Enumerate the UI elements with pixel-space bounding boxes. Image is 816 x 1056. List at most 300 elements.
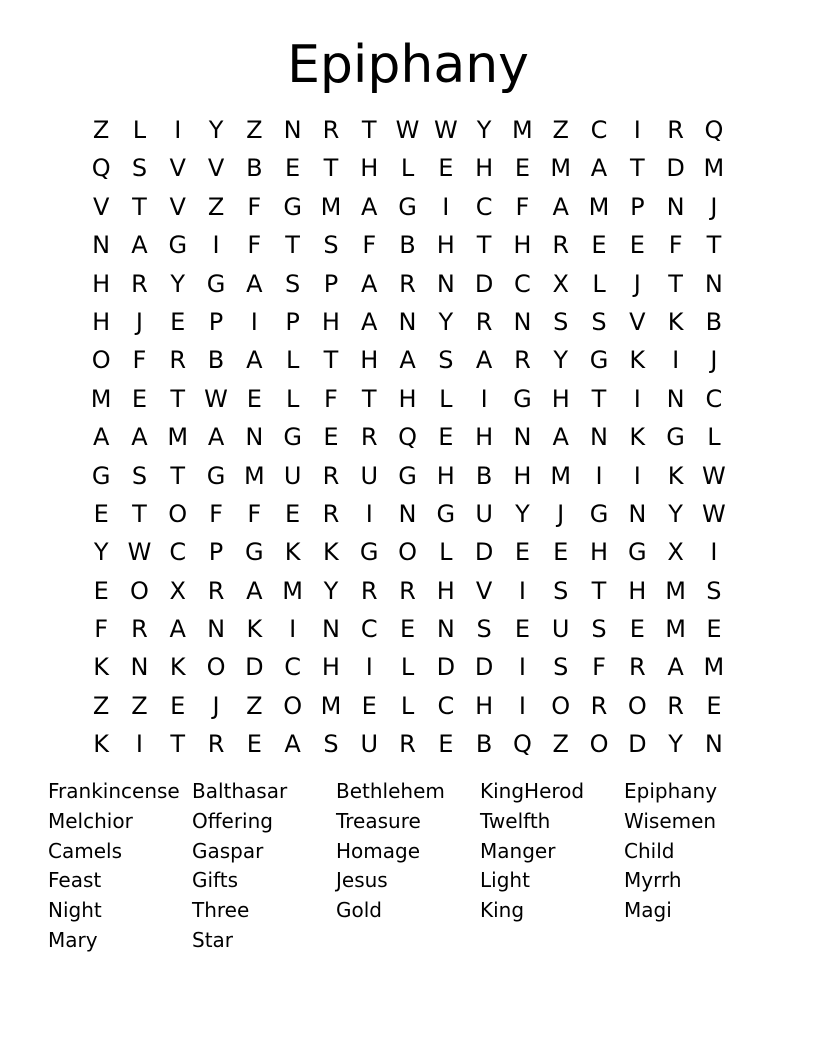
- grid-letter: L: [439, 538, 453, 567]
- grid-letter: A: [667, 653, 684, 682]
- grid-letter: E: [170, 307, 186, 336]
- grid-letter: E: [323, 423, 339, 452]
- grid-letter: I: [174, 116, 182, 144]
- grid-letter: T: [361, 116, 377, 144]
- grid-letter: O: [283, 691, 303, 720]
- grid-letter: J: [557, 499, 565, 528]
- grid-letter: R: [667, 691, 684, 720]
- grid-letter: J: [135, 307, 143, 336]
- page-title: Epiphany: [287, 35, 529, 95]
- grid-letter: R: [360, 576, 378, 605]
- grid-letter: R: [552, 231, 570, 260]
- grid-letter: H: [513, 461, 532, 490]
- grid-letter: E: [629, 231, 645, 260]
- grid-letter: R: [131, 269, 148, 298]
- grid-letter: K: [629, 423, 646, 452]
- grid-letter: E: [131, 384, 148, 413]
- grid-letter: N: [704, 730, 723, 759]
- grid-letter: R: [399, 730, 416, 759]
- grid-letter: G: [168, 231, 188, 260]
- grid-letter: E: [514, 615, 530, 644]
- grid-letter: E: [629, 615, 645, 644]
- grid-letter: E: [246, 384, 262, 413]
- grid-letter: H: [92, 269, 111, 298]
- grid-letter: C: [284, 653, 302, 682]
- grid-letter: I: [135, 730, 143, 759]
- grid-letter: B: [207, 346, 225, 375]
- grid-letter: E: [285, 499, 301, 528]
- grid-letter: S: [131, 461, 148, 490]
- word-list-item: Balthasar: [192, 779, 288, 803]
- grid-letter: A: [246, 346, 263, 375]
- grid-letter: N: [398, 307, 417, 336]
- grid-letter: G: [206, 269, 226, 298]
- word-list-item: Frankincense: [48, 779, 180, 803]
- grid-letter: G: [589, 499, 609, 528]
- grid-letter: A: [590, 154, 608, 183]
- grid-letter: T: [706, 231, 722, 260]
- word-list-item: Camels: [48, 838, 122, 863]
- grid-letter: E: [170, 691, 186, 720]
- grid-letter: Z: [92, 116, 110, 144]
- grid-letter: S: [323, 231, 339, 260]
- grid-letter: I: [518, 691, 526, 720]
- grid-letter: I: [633, 384, 641, 413]
- grid-letter: N: [436, 269, 455, 298]
- grid-letter: H: [321, 307, 340, 336]
- grid-letter: B: [475, 730, 493, 759]
- word-list-item: Night: [48, 898, 102, 923]
- grid-letter: T: [285, 231, 300, 260]
- grid-letter: F: [94, 615, 109, 644]
- grid-letter: F: [362, 231, 377, 260]
- grid-letter: S: [706, 576, 722, 605]
- word-list-item: Melchior: [48, 808, 133, 833]
- grid-letter: G: [283, 423, 302, 452]
- grid-letter: Y: [476, 116, 492, 144]
- grid-letter: S: [438, 346, 454, 375]
- grid-letter: N: [283, 116, 302, 144]
- word-list-item: Gaspar: [192, 838, 264, 863]
- grid-letter: M: [588, 192, 610, 221]
- grid-letter: R: [322, 461, 340, 490]
- grid-letter: M: [703, 154, 725, 183]
- grid-letter: B: [475, 461, 493, 490]
- grid-letter: H: [436, 461, 455, 490]
- grid-letter: G: [398, 192, 417, 221]
- grid-letter: W: [433, 116, 458, 144]
- grid-letter: G: [436, 499, 456, 528]
- grid-letter: H: [513, 231, 532, 260]
- grid-letter: S: [591, 307, 607, 336]
- grid-letter: J: [633, 269, 641, 298]
- grid-letter: E: [438, 154, 454, 183]
- grid-letter: O: [168, 499, 188, 528]
- grid-letter: W: [127, 538, 152, 567]
- grid-letter: T: [170, 730, 186, 759]
- grid-letter: M: [320, 691, 342, 720]
- grid-letter: F: [668, 231, 683, 260]
- grid-letter: O: [627, 691, 647, 720]
- word-list-item: Offering: [192, 808, 273, 833]
- grid-letter: C: [360, 615, 378, 644]
- grid-letter: I: [595, 461, 603, 490]
- grid-letter: N: [513, 423, 532, 452]
- grid-letter: L: [400, 691, 415, 720]
- grid-letter: U: [475, 499, 493, 528]
- grid-letter: F: [247, 499, 262, 528]
- grid-letter: R: [207, 576, 225, 605]
- grid-letter: K: [323, 538, 339, 567]
- grid-letter: I: [518, 576, 526, 605]
- grid-letter: L: [285, 346, 300, 375]
- grid-letter: K: [667, 461, 684, 490]
- grid-letter: Z: [131, 691, 148, 720]
- grid-letter: P: [285, 307, 300, 336]
- grid-letter: R: [514, 346, 531, 375]
- word-list-item: Homage: [336, 838, 421, 863]
- grid-letter: E: [438, 730, 454, 759]
- grid-letter: A: [169, 615, 186, 644]
- grid-letter: Z: [552, 116, 569, 144]
- word-list-item: Manger: [480, 838, 556, 863]
- grid-letter: S: [476, 615, 492, 644]
- grid-letter: B: [705, 307, 723, 336]
- grid-letter: I: [250, 307, 258, 336]
- grid-letter: Z: [92, 691, 110, 720]
- grid-letter: M: [550, 461, 572, 490]
- grid-letter: G: [245, 538, 264, 567]
- grid-letter: A: [284, 730, 301, 759]
- grid-letter: C: [169, 538, 187, 567]
- grid-letter: K: [284, 538, 301, 567]
- grid-letter: S: [553, 653, 569, 682]
- grid-letter: I: [289, 615, 297, 644]
- grid-letter: J: [212, 691, 220, 720]
- word-list-item: KingHerod: [480, 779, 585, 803]
- grid-letter: N: [436, 615, 455, 644]
- grid-letter: N: [628, 499, 647, 528]
- grid-letter: A: [246, 269, 263, 298]
- grid-letter: D: [474, 269, 494, 298]
- grid-letter: E: [514, 538, 530, 567]
- grid-letter: H: [628, 576, 647, 605]
- word-list-item: Gifts: [192, 868, 239, 893]
- grid-letter: V: [475, 576, 493, 605]
- grid-letter: N: [207, 615, 226, 644]
- grid-letter: I: [365, 653, 373, 682]
- grid-letter: A: [361, 192, 378, 221]
- grid-letter: W: [395, 116, 420, 144]
- grid-letter: Y: [170, 269, 186, 298]
- grid-letter: A: [207, 423, 225, 452]
- grid-letter: F: [132, 346, 147, 375]
- grid-letter: G: [283, 192, 302, 221]
- grid-letter: R: [628, 653, 646, 682]
- grid-letter: R: [667, 116, 684, 144]
- grid-letter: Q: [704, 116, 724, 144]
- grid-letter: A: [92, 423, 110, 452]
- grid-letter: W: [702, 461, 726, 490]
- grid-letter: I: [672, 346, 680, 375]
- grid-letter: Y: [93, 538, 109, 567]
- grid-letter: Y: [553, 346, 569, 375]
- grid-letter: R: [399, 576, 416, 605]
- grid-letter: G: [91, 461, 111, 490]
- grid-letter: D: [666, 154, 685, 183]
- grid-letter: A: [361, 307, 378, 336]
- grid-letter: M: [512, 116, 533, 144]
- grid-letter: Q: [398, 423, 417, 452]
- grid-letter: Y: [208, 116, 224, 144]
- grid-letter: N: [92, 231, 111, 260]
- grid-letter: G: [206, 461, 226, 490]
- grid-letter: E: [399, 615, 416, 644]
- grid-letter: E: [706, 615, 722, 644]
- grid-letter: I: [442, 192, 450, 221]
- grid-letter: A: [246, 576, 263, 605]
- grid-letter: T: [132, 192, 147, 221]
- word-list-item: Star: [192, 927, 234, 952]
- grid-letter: X: [667, 538, 684, 567]
- grid-letter: C: [705, 384, 723, 413]
- grid-letter: O: [206, 653, 226, 682]
- grid-letter: I: [212, 231, 220, 260]
- grid-letter: W: [702, 499, 726, 528]
- grid-letter: E: [285, 154, 301, 183]
- word-list-item: Bethlehem: [336, 779, 445, 803]
- grid-letter: E: [553, 538, 569, 567]
- grid-letter: I: [710, 538, 718, 567]
- grid-letter: T: [476, 231, 492, 260]
- word-list-item: Jesus: [336, 868, 388, 893]
- word-list-item: Gold: [336, 898, 382, 923]
- grid-letter: H: [589, 538, 609, 567]
- grid-letter: A: [552, 192, 569, 221]
- word-list-item: Epiphany: [624, 779, 718, 803]
- grid-letter: D: [628, 730, 647, 759]
- grid-letter: I: [518, 653, 526, 682]
- grid-letter: R: [207, 730, 225, 759]
- grid-letter: N: [704, 269, 723, 298]
- grid-letter: F: [247, 231, 262, 260]
- grid-letter: M: [703, 653, 725, 682]
- grid-letter: E: [514, 154, 530, 183]
- grid-letter: K: [246, 615, 263, 644]
- grid-letter: S: [285, 269, 301, 298]
- grid-letter: E: [361, 691, 377, 720]
- grid-letter: N: [666, 192, 685, 221]
- grid-letter: M: [167, 423, 189, 452]
- grid-letter: R: [360, 423, 378, 452]
- grid-letter: T: [323, 154, 339, 183]
- grid-letter: H: [321, 653, 340, 682]
- grid-letter: E: [706, 691, 722, 720]
- grid-letter: T: [629, 154, 645, 183]
- grid-letter: R: [322, 499, 340, 528]
- grid-letter: L: [592, 269, 606, 298]
- grid-letter: T: [591, 384, 607, 413]
- grid-letter: K: [169, 653, 186, 682]
- grid-letter: S: [591, 615, 607, 644]
- letter-grid: [82, 111, 733, 764]
- grid-letter: E: [246, 730, 262, 759]
- grid-letter: I: [633, 461, 641, 490]
- word-list-item: Light: [480, 868, 530, 893]
- grid-letter: G: [398, 461, 417, 490]
- grid-letter: T: [668, 269, 683, 298]
- grid-letter: A: [361, 269, 378, 298]
- grid-letter: O: [589, 730, 609, 759]
- grid-letter: N: [398, 499, 417, 528]
- word-list-item: Wisemen: [624, 808, 717, 833]
- grid-letter: R: [590, 691, 608, 720]
- word-list-item: Treasure: [336, 808, 421, 833]
- grid-letter: P: [630, 192, 645, 221]
- grid-letter: G: [628, 538, 647, 567]
- word-list-item: Three: [192, 898, 250, 923]
- grid-letter: U: [551, 615, 570, 644]
- grid-letter: N: [513, 307, 532, 336]
- grid-letter: Y: [668, 730, 683, 759]
- grid-letter: G: [666, 423, 685, 452]
- grid-letter: L: [707, 423, 721, 452]
- grid-letter: K: [93, 653, 110, 682]
- grid-letter: G: [589, 346, 609, 375]
- grid-letter: V: [92, 192, 110, 221]
- grid-letter: R: [131, 615, 148, 644]
- grid-letter: E: [438, 423, 454, 452]
- grid-letter: K: [93, 730, 110, 759]
- grid-letter: T: [323, 346, 339, 375]
- grid-letter: E: [93, 576, 109, 605]
- grid-letter: S: [553, 307, 569, 336]
- grid-letter: P: [208, 307, 224, 336]
- grid-letter: G: [513, 384, 532, 413]
- grid-letter: M: [665, 615, 686, 644]
- grid-letter: F: [515, 192, 530, 221]
- grid-letter: O: [91, 346, 111, 375]
- word-list-item: Magi: [624, 898, 672, 923]
- word-list-item: King: [480, 898, 525, 923]
- grid-letter: O: [398, 538, 417, 567]
- grid-letter: X: [552, 269, 569, 298]
- grid-letter: M: [243, 461, 265, 490]
- grid-letter: L: [400, 154, 415, 183]
- grid-letter: I: [633, 116, 641, 144]
- word-list-item: Child: [624, 838, 675, 863]
- grid-letter: M: [282, 576, 303, 605]
- grid-letter: B: [399, 231, 416, 260]
- grid-letter: L: [132, 116, 147, 144]
- grid-letter: M: [550, 154, 572, 183]
- grid-letter: Z: [552, 730, 569, 759]
- grid-letter: D: [436, 653, 456, 682]
- grid-letter: H: [475, 423, 494, 452]
- grid-letter: F: [209, 499, 223, 528]
- grid-letter: L: [400, 653, 415, 682]
- grid-letter: H: [475, 154, 494, 183]
- word-list-item: Twelfth: [480, 808, 551, 833]
- grid-letter: I: [365, 499, 373, 528]
- grid-letter: T: [591, 576, 607, 605]
- grid-letter: L: [285, 384, 300, 413]
- grid-letter: T: [170, 461, 186, 490]
- grid-letter: E: [591, 231, 607, 260]
- grid-letter: R: [475, 307, 493, 336]
- grid-letter: Q: [512, 730, 532, 759]
- grid-letter: F: [592, 653, 606, 682]
- grid-letter: Y: [323, 576, 339, 605]
- grid-letter: N: [666, 384, 685, 413]
- word-list-item: Mary: [48, 927, 98, 952]
- grid-letter: T: [132, 499, 147, 528]
- grid-letter: Y: [515, 499, 530, 528]
- grid-letter: W: [204, 384, 228, 413]
- grid-letter: P: [323, 269, 339, 298]
- grid-letter: K: [667, 307, 684, 336]
- grid-letter: O: [551, 691, 571, 720]
- grid-letter: H: [360, 154, 379, 183]
- grid-letter: R: [169, 346, 187, 375]
- grid-letter: J: [710, 192, 718, 221]
- grid-letter: U: [360, 461, 379, 490]
- grid-letter: D: [474, 538, 494, 567]
- grid-letter: M: [320, 192, 342, 221]
- word-list-item: Feast: [48, 868, 102, 893]
- grid-letter: R: [322, 116, 340, 144]
- grid-letter: O: [130, 576, 149, 605]
- grid-letter: V: [629, 307, 646, 336]
- grid-letter: R: [399, 269, 416, 298]
- grid-letter: M: [665, 576, 686, 605]
- grid-letter: Y: [438, 307, 454, 336]
- grid-letter: I: [480, 384, 488, 413]
- grid-letter: X: [169, 576, 186, 605]
- grid-letter: N: [321, 615, 340, 644]
- grid-letter: N: [245, 423, 264, 452]
- grid-letter: Y: [668, 499, 683, 528]
- grid-letter: M: [90, 384, 112, 413]
- grid-letter: Q: [91, 154, 111, 183]
- grid-letter: Z: [246, 691, 263, 720]
- grid-letter: H: [475, 691, 494, 720]
- grid-letter: A: [475, 346, 493, 375]
- grid-letter: C: [514, 269, 531, 298]
- grid-letter: T: [361, 384, 377, 413]
- grid-letter: P: [208, 538, 224, 567]
- grid-letter: N: [130, 653, 149, 682]
- grid-letter: A: [552, 423, 569, 452]
- grid-letter: N: [590, 423, 608, 452]
- grid-letter: H: [436, 576, 455, 605]
- grid-letter: U: [283, 461, 302, 490]
- word-list: [48, 777, 768, 956]
- grid-letter: H: [436, 231, 455, 260]
- word-list-item: Myrrh: [624, 868, 682, 893]
- grid-letter: H: [398, 384, 417, 413]
- grid-letter: U: [360, 730, 379, 759]
- grid-letter: C: [590, 116, 608, 144]
- grid-letter: B: [246, 154, 263, 183]
- grid-letter: L: [439, 384, 453, 413]
- grid-letter: G: [359, 538, 379, 567]
- grid-letter: S: [553, 576, 569, 605]
- grid-letter: J: [710, 346, 718, 375]
- grid-letter: V: [207, 154, 225, 183]
- grid-letter: F: [324, 384, 338, 413]
- grid-letter: A: [131, 231, 148, 260]
